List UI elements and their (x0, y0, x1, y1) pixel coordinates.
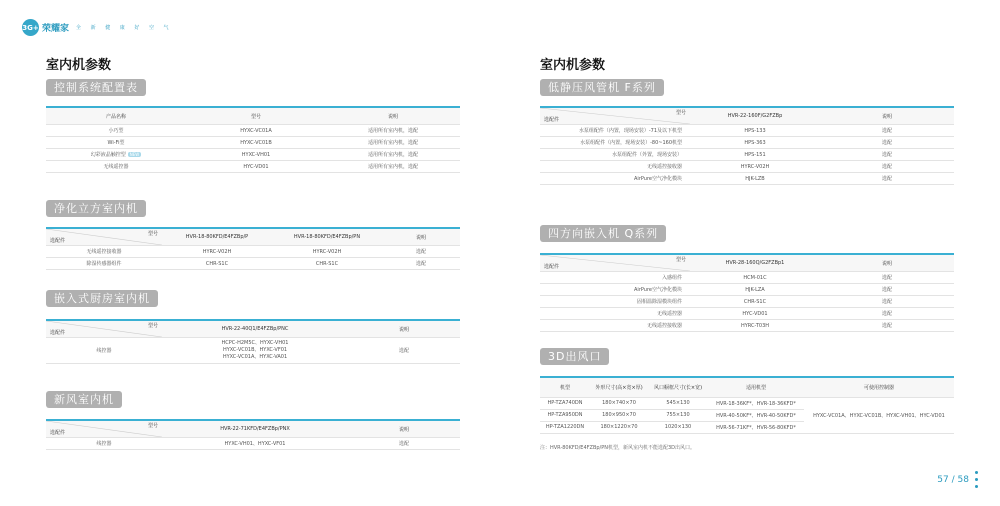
cell-desc: 选配 (348, 338, 460, 364)
dot-icon (975, 485, 978, 488)
fourway-table (540, 253, 954, 332)
cell-desc: 选配 (820, 284, 954, 296)
corner-top-label: 型号 (147, 323, 158, 329)
cell-value: CHR-S1C (162, 258, 272, 270)
cell-applicable: HVR-40-50KF*、HVR-40-50KFD* (708, 409, 804, 421)
table-row (540, 125, 954, 137)
logo-name: 荣耀家 (42, 24, 70, 34)
cell-part: 无线遥控接收器 (540, 161, 690, 173)
cell-dimensions: 180×950×70 (590, 409, 648, 421)
controller-line: HYXC-VC01A、HYXC-VA01 (222, 354, 288, 360)
corner-top-label: 型号 (147, 231, 158, 237)
cell-part: 水泵组配件（内置，现场安装）-71及以下机型 (540, 125, 690, 137)
cell-part: 固相温除湿模块组件 (540, 296, 690, 308)
cell-model: HP-TZA950DN (540, 409, 590, 421)
cell-value: HPS-151 (690, 149, 820, 161)
kitchen-section-title: 嵌入式厨房室内机 (46, 290, 158, 307)
page-current: 57 (937, 475, 949, 485)
header-model: HVR-22-40Q1/E4FZBp/PNC (162, 320, 348, 338)
cell-desc: 选配 (820, 272, 954, 284)
cell-part: 水泵组配件（外置，现场安装） (540, 149, 690, 161)
table-row (46, 161, 460, 173)
table-row (46, 438, 460, 450)
cell-desc: 适用所有室内机，选配 (326, 161, 460, 173)
cell-value: HYXC-VH01、HYXC-VF01 (162, 438, 348, 450)
cell-desc: 选配 (820, 149, 954, 161)
cell-model: HYC-VD01 (186, 161, 326, 173)
header-model: 机型 (540, 377, 590, 397)
control-section-title: 控制系统配置表 (46, 79, 146, 96)
corner-bottom-label: 选配件 (50, 238, 66, 244)
table-row (540, 161, 954, 173)
lowstatic-table (540, 106, 954, 185)
cell-value: HCM-01C (690, 272, 820, 284)
brand-logo (22, 19, 173, 36)
cell-part: 无线遥控接收器 (46, 246, 162, 258)
corner-cell (46, 228, 162, 246)
corner-diagonal (540, 108, 690, 124)
cell-product: 小巧型 (46, 125, 186, 137)
header-controllers: 可使用控制器 (804, 377, 954, 397)
header-model-pn: HVR-18-80KFD/E4FZBp/PN (272, 228, 382, 246)
cell-desc: 选配 (820, 296, 954, 308)
cell-product: 无线遥控器 (46, 161, 186, 173)
cell-frame-size: 1020×130 (648, 421, 708, 433)
fresh-header-row (46, 420, 460, 438)
page-number (937, 475, 969, 485)
fourway-section-title: 四方向嵌入机 Q系列 (540, 225, 666, 242)
cell-model: HYXC-VC01A (186, 125, 326, 137)
corner-bottom-label: 选配件 (50, 330, 66, 336)
fresh-table (46, 419, 460, 450)
table-row (540, 173, 954, 185)
cell-controllers: HYXC-VC01A、HYXC-VC01B、HYXC-VH01、HYC-VD01 (804, 397, 954, 433)
cell-part: 无线遥控器 (540, 308, 690, 320)
cell-part: 线控器 (46, 438, 162, 450)
cell-part: 无线遥控接收器 (540, 320, 690, 332)
cell-model: HYXC-VC01B (186, 137, 326, 149)
corner-bottom-label: 选配件 (544, 117, 560, 123)
table-row (540, 397, 954, 409)
header-dimensions: 外形尺寸(高×宽×厚) (590, 377, 648, 397)
corner-top-label: 型号 (147, 423, 158, 429)
table-row (46, 338, 460, 364)
product-name: 幻彩液晶触控型 (90, 152, 126, 158)
table-row (540, 296, 954, 308)
corner-bottom-label: 选配件 (544, 264, 560, 270)
controller-line: HCPC-H2M5C、HYXC-VH01 (221, 340, 289, 346)
dot-icon (975, 478, 978, 481)
cell-model: HP-TZA740DN (540, 397, 590, 409)
cell-controllers (162, 338, 348, 364)
new-badge: NEW (129, 152, 140, 157)
cell-model: HP-TZA1220DN (540, 421, 590, 433)
cell-value: CHR-S1C (690, 296, 820, 308)
table-row (46, 137, 460, 149)
kitchen-table (46, 319, 460, 364)
purify-table (46, 227, 460, 270)
cell-part: 线控器 (46, 338, 162, 364)
cell-part: 除湿传感器组件 (46, 258, 162, 270)
cell-product: Wi-Fi型 (46, 137, 186, 149)
cell-value: HJK-LZA (690, 284, 820, 296)
cell-value: HPS-363 (690, 137, 820, 149)
control-header-row (46, 107, 460, 125)
purify-section-title: 净化立方室内机 (46, 200, 146, 217)
cell-value: HJK-LZB (690, 173, 820, 185)
cell-desc: 选配 (348, 438, 460, 450)
cell-desc: 选配 (820, 308, 954, 320)
cell-desc: 选配 (820, 173, 954, 185)
header-model: HVR-22-160F/G2FZBp (690, 107, 820, 125)
cell-frame-size: 755×130 (648, 409, 708, 421)
cell-value: HYRC-V02H (162, 246, 272, 258)
table-row (540, 308, 954, 320)
cell-desc: 选配 (820, 320, 954, 332)
cell-frame-size: 545×130 (648, 397, 708, 409)
header-desc: 说明 (820, 254, 954, 272)
cell-desc: 适用所有室内机，选配 (326, 137, 460, 149)
cell-value: HYRC-V02H (690, 161, 820, 173)
page-sep: / (951, 475, 955, 485)
left-page-title: 室内机参数 (46, 58, 112, 73)
cell-product (46, 149, 186, 161)
outlet-table (540, 376, 954, 434)
table-row (46, 258, 460, 270)
lowstatic-header-row (540, 107, 954, 125)
header-model-p: HVR-18-80KFD/E4FZBp/P (162, 228, 272, 246)
cell-part: 水泵组配件（内置，现场安装）-80~160机型 (540, 137, 690, 149)
logo-slogan: 全 新 健 康 好 空 气 (76, 25, 173, 31)
corner-bottom-label: 选配件 (50, 430, 66, 436)
page-total: 58 (957, 475, 969, 485)
cell-part: 入感组件 (540, 272, 690, 284)
cell-desc: 选配 (820, 161, 954, 173)
header-desc: 说明 (820, 107, 954, 125)
header-product: 产品名称 (46, 107, 186, 125)
header-applicable-models: 适用机型 (708, 377, 804, 397)
corner-cell (46, 320, 162, 338)
outlet-section-title: 3D出风口 (540, 348, 609, 365)
table-row (46, 125, 460, 137)
cell-dimensions: 180×740×70 (590, 397, 648, 409)
cell-value: HPS-133 (690, 125, 820, 137)
outlet-header-row (540, 377, 954, 397)
corner-diagonal (540, 255, 690, 271)
table-row (540, 272, 954, 284)
header-desc: 说明 (382, 228, 460, 246)
header-desc: 说明 (348, 420, 460, 438)
corner-cell (540, 254, 690, 272)
table-row (540, 284, 954, 296)
cell-desc: 选配 (382, 246, 460, 258)
cell-part: AirPure空气净化模块 (540, 284, 690, 296)
table-row (46, 246, 460, 258)
cell-part: AirPure空气净化模块 (540, 173, 690, 185)
cell-value: CHR-S1C (272, 258, 382, 270)
cell-desc: 选配 (382, 258, 460, 270)
cell-value: HYC-VD01 (690, 308, 820, 320)
fresh-section-title: 新风室内机 (46, 391, 122, 408)
corner-cell (46, 420, 162, 438)
control-table (46, 106, 460, 173)
cell-desc: 适用所有室内机，选配 (326, 125, 460, 137)
cell-desc: 选配 (820, 137, 954, 149)
cell-model: HYXC-VH01 (186, 149, 326, 161)
dot-icon (975, 471, 978, 474)
kitchen-header-row (46, 320, 460, 338)
header-desc: 说明 (326, 107, 460, 125)
purify-header-row (46, 228, 460, 246)
cell-desc: 选配 (820, 125, 954, 137)
page-dots (975, 471, 979, 492)
table-row (540, 149, 954, 161)
fourway-header-row (540, 254, 954, 272)
controller-line: HYXC-VC01B、HYXC-VF01 (222, 347, 288, 353)
cell-dimensions: 180×1220×70 (590, 421, 648, 433)
cell-value: HYRC-T03H (690, 320, 820, 332)
header-desc: 说明 (348, 320, 460, 338)
cell-applicable: HVR-56-71KF*、HVR-56-80KFD* (708, 421, 804, 433)
right-page-title: 室内机参数 (540, 58, 606, 73)
corner-top-label: 型号 (675, 110, 686, 116)
cell-applicable: HVR-18-36KF*、HVR-18-36KFD* (708, 397, 804, 409)
corner-cell (540, 107, 690, 125)
table-row (46, 149, 460, 161)
lowstatic-section-title: 低静压风管机 F系列 (540, 79, 664, 96)
header-model: HVR-22-71KFD/E4FZBp/PNX (162, 420, 348, 438)
cell-value: HYRC-V02H (272, 246, 382, 258)
cell-desc: 适用所有室内机，选配 (326, 149, 460, 161)
outlet-note: 注：HVR-80KFD/E4FZBp/PN机型，新风室内机不能选配3D出风口。 (540, 445, 696, 451)
header-model: HVR-28-160Q/G2FZBp1 (690, 254, 820, 272)
header-frame-size: 风口橱框尺寸(长×宽) (648, 377, 708, 397)
table-row (540, 137, 954, 149)
corner-top-label: 型号 (675, 257, 686, 263)
header-model: 型号 (186, 107, 326, 125)
table-row (540, 320, 954, 332)
logo-mark: 3G+ (22, 19, 39, 36)
